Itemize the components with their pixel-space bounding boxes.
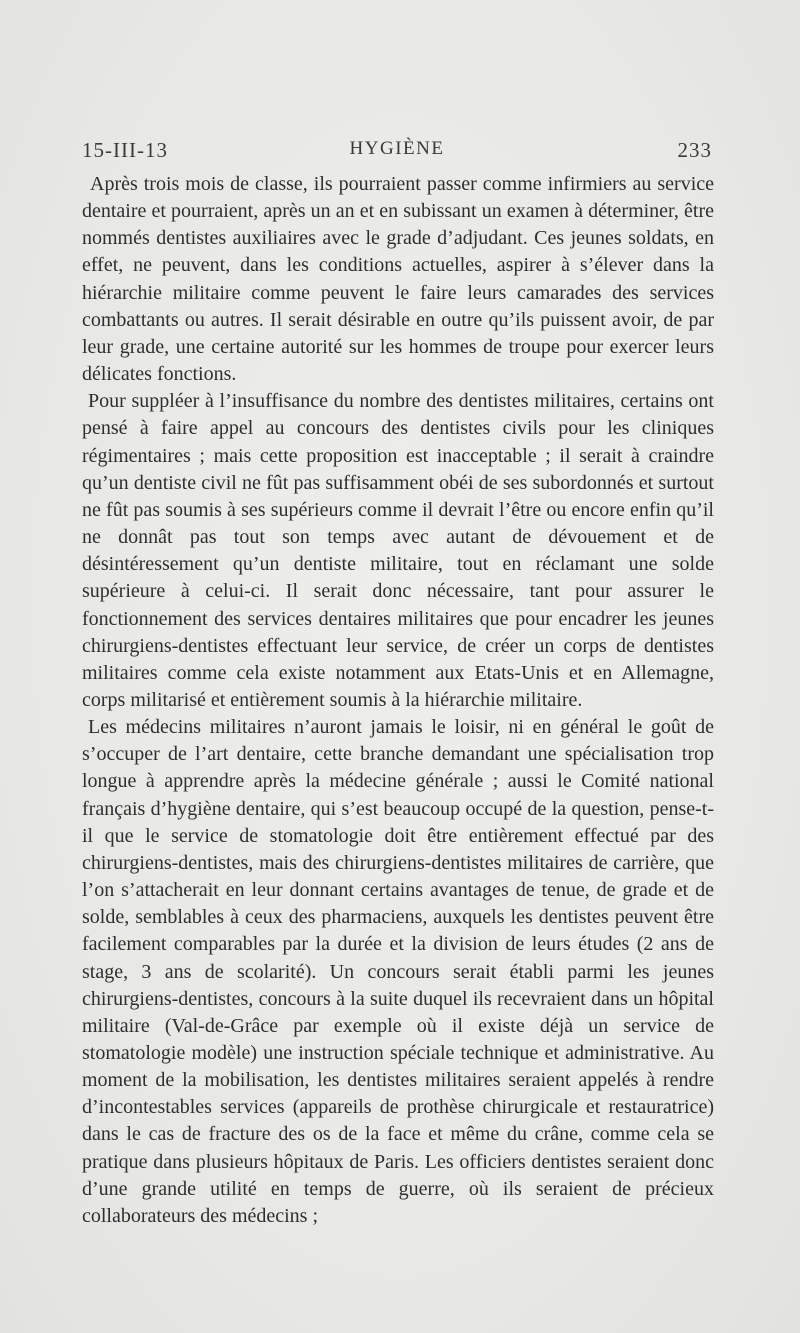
running-header — [82, 138, 712, 166]
paragraph-3: Les médecins militaires n’auront jamais le loisir, ni en général le goût de s’occuper de l’art dentaire, cette branche demandant une spécialisation trop longue à apprendre après la médecine générale ; aussi le Comité national français d’hygiène dentaire, qui s’est beaucoup occupé de la question, pense-t-il que le service de stomatologie doit être entièrement effectué par des chirurgiens-dentistes, mais des chirurgiens-dentistes militaires de carrière, que l’on s’attacherait en leur donnant certains avantages de tenue, de grade et de solde, semblables à ceux des pharmaciens, auxquels les dentistes peuvent être facilement comparables par la durée et la division de leurs études (2 ans de stage, 3 ans de scolarité). Un concours serait établi parmi les jeunes chirurgiens-dentistes, concours à la suite duquel ils recevraient dans un hôpital militaire (Val-de-Grâce par exemple où il existe déjà un service de stomatologie modèle) une instruction spéciale technique et administrative. Au moment de la mobilisation, les dentistes militaires seraient appelés à rendre d’incontestables services (appareils de prothèse chirurgicale et restauratrice) dans le cas de fracture des os de la face et même du crâne, comme cela se pratique dans plusieurs hôpitaux de Paris. Les officiers dentistes seraient donc d’une grande utilité en temps de guerre, où ils seraient de précieux collaborateurs des médecins ; — [82, 716, 714, 1227]
paragraph-1: Après trois mois de classe, ils pourraient passer comme infirmiers au service dentaire et pourraient, après un an et en subissant un examen à déterminer, être nommés dentistes auxiliaires avec le grade d’adjudant. Ces jeunes soldats, en effet, ne peuvent, dans les conditions actuelles, aspirer à s’élever dans la hiérarchie militaire comme peuvent le faire leurs camarades des services combattants ou autres. Il serait désirable en outre qu’ils puissent avoir, de par leur grade, une certaine autorité sur les hommes de troupe pour exercer leurs délicates fonctions. — [82, 173, 714, 386]
body-text — [82, 171, 714, 1230]
header-date: 15-III-13 — [82, 138, 168, 162]
page-number: 233 — [677, 138, 712, 162]
paragraph-2: Pour suppléer à l’insuffisance du nombre des dentistes militaires, certains ont pensé à faire appel au concours des dentistes civils pour les cliniques régimentaires ; mais cette proposition est inacceptable ; il serait à craindre qu’un dentiste civil ne fût pas suffisamment obéi de ses subordonnés et surtout ne fût pas soumis à ses supérieurs comme il devrait l’être ou encore enfin qu’il ne donnât pas tout son temps avec autant de dévouement et de désintéressement qu’un dentiste militaire, tout en réclamant une solde supérieure à celui-ci. Il serait donc nécessaire, tant pour assurer le fonctionnement des services dentaires militaires que pour encadrer les jeunes chirurgiens-dentistes effectuant leur service, de créer un corps de dentistes militaires comme cela existe notamment aux Etats-Unis et en Allemagne, corps militarisé et entièrement soumis à la hiérarchie militaire. — [82, 390, 714, 711]
header-title: HYGIÈNE — [349, 138, 445, 159]
